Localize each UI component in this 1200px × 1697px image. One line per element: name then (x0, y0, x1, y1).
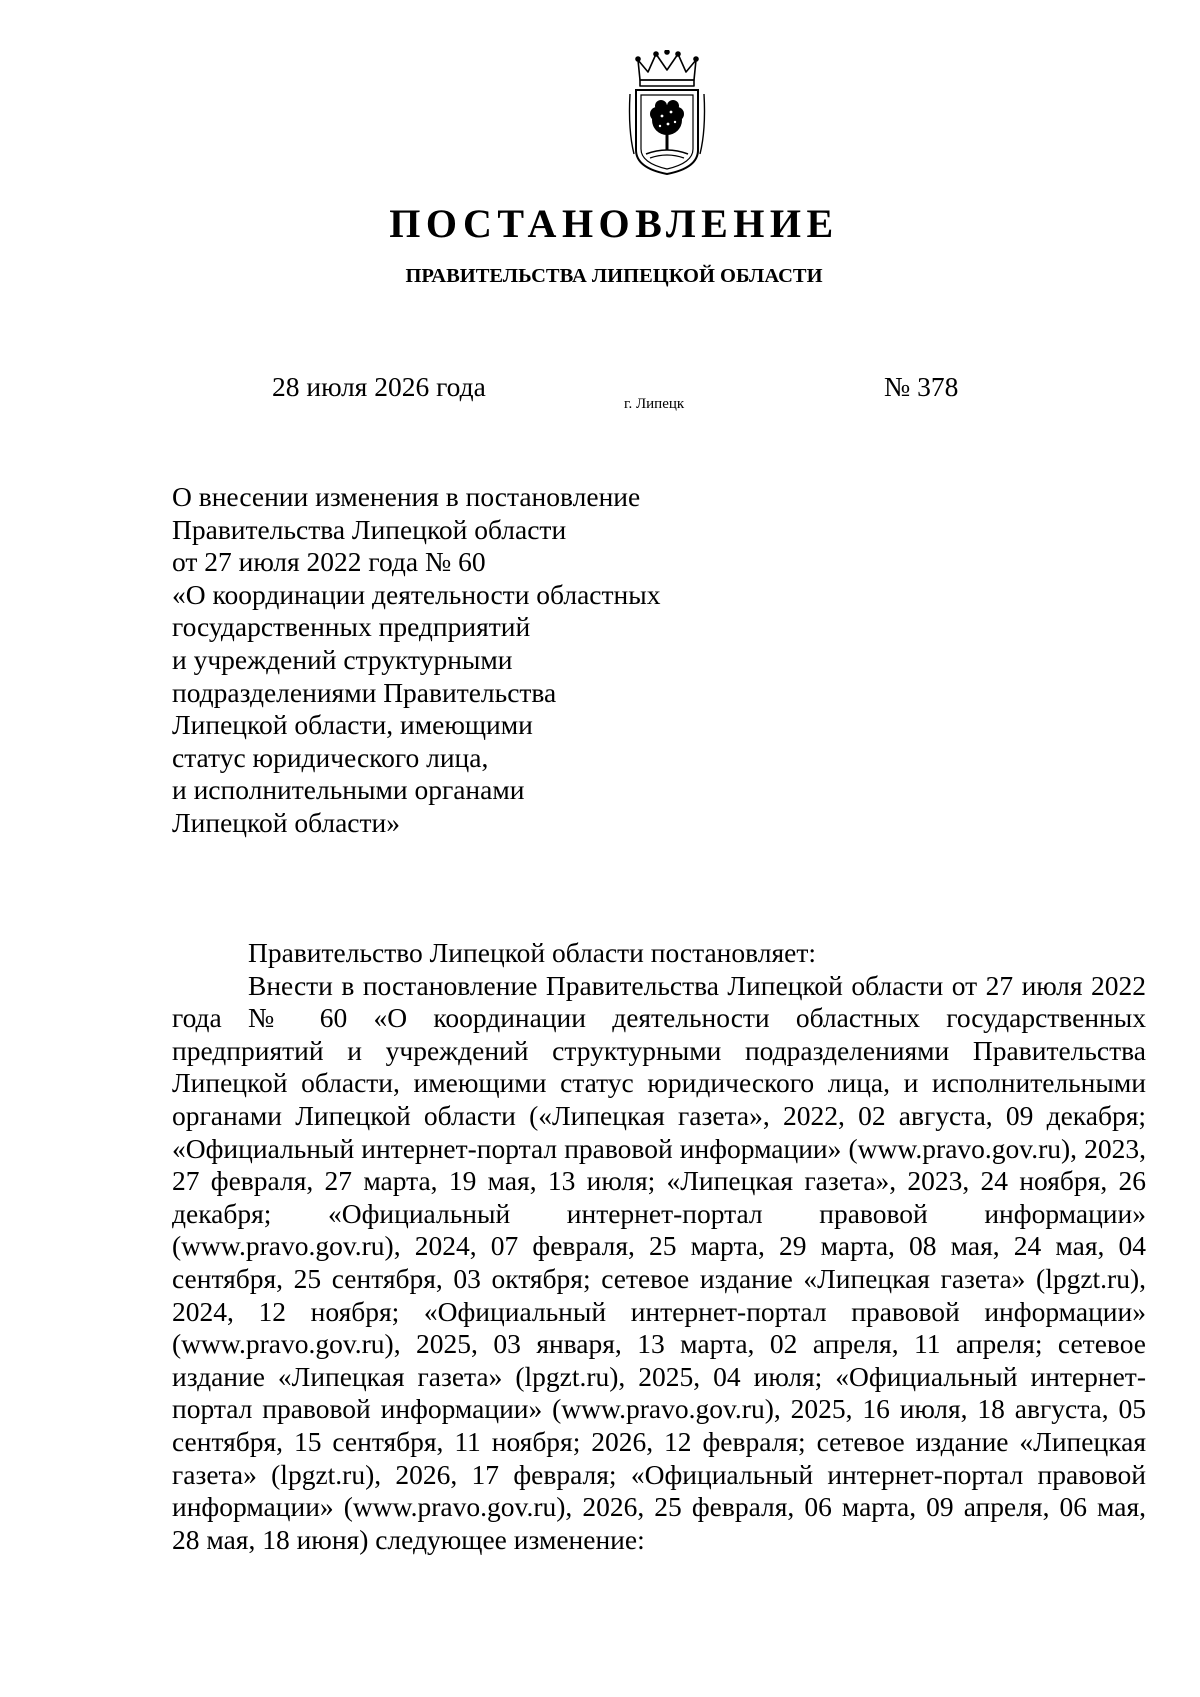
coat-of-arms-icon (626, 50, 708, 178)
body-paragraph: Внести в постановление Правительства Липецкой области от 27 июля 2022 года № 60 «О координации деятельности областных государственных предприятий и учреждений структурными подразделениями Правительства Липецкой области, имеющими статус юридического лица, и исполнительными органами Липецкой области («Липецкая газета», 2022, 02 августа, 09 декабря; «Официальный интернет-портал правовой информации» (www.pravo.gov.ru), 2023, 27 февраля, 27 марта, 19 мая, 13 июля; «Липецкая газета», 2023, 24 ноября, 26 декабря; «Официальный интернет-портал правовой информации» (www.pravo.gov.ru), 2024, 07 февраля, 25 марта, 29 марта, 08 мая, 24 мая, 04 сентября, 25 сентября, 03 октября; сетевое издание «Липецкая газета» (lpgzt.ru), 2024, 12 ноября; «Официальный интернет-портал правовой информации» (www.pravo.gov.ru), 2025, 03 января, 13 марта, 02 апреля, 11 апреля; сетевое издание «Липецкая газета» (lpgzt.ru), 2025, 04 июля; «Официальный интернет-портал правовой информации» (www.pravo.gov.ru), 2025, 16 июля, 18 августа, 05 сентября, 15 сентября, 11 ноября; 2026, 12 февраля; сетевое издание «Липецкая газета» (lpgzt.ru), 2026, 17 февраля; «Официальный интернет-портал правовой информации» (www.pravo.gov.ru), 2026, 25 февраля, 06 марта, 09 апреля, 06 мая, 28 мая, 18 июня) следующее изменение: (172, 969, 1146, 1555)
document-date: 28 июля 2026 года (272, 371, 486, 402)
document-city: г. Липецк (624, 396, 685, 412)
heading-line: статус юридического лица, (172, 741, 489, 773)
heading-line: подразделениями Правительства (172, 676, 557, 708)
heading-line: от 27 июля 2022 года № 60 (172, 546, 486, 578)
heading-line: государственных предприятий (172, 611, 531, 643)
body-intro: Правительство Липецкой области постановляет: (248, 937, 817, 968)
heading-line: «О координации деятельности областных (172, 578, 661, 610)
heading-line: Правительства Липецкой области (172, 513, 567, 545)
document-type-title: ПОСТАНОВЛЕНИЕ (389, 201, 839, 246)
heading-line: О внесении изменения в постановление (172, 481, 641, 512)
issuing-authority: ПРАВИТЕЛЬСТВА ЛИПЕЦКОЙ ОБЛАСТИ (405, 265, 823, 287)
heading-line: Липецкой области» (172, 806, 400, 838)
document-body (172, 937, 1146, 1556)
heading-line: и исполнительными органами (172, 774, 525, 806)
heading-line: Липецкой области, имеющими (172, 709, 533, 741)
heading-line: и учреждений структурными (172, 643, 513, 675)
document-number: № 378 (884, 371, 959, 402)
document-heading (172, 481, 660, 840)
